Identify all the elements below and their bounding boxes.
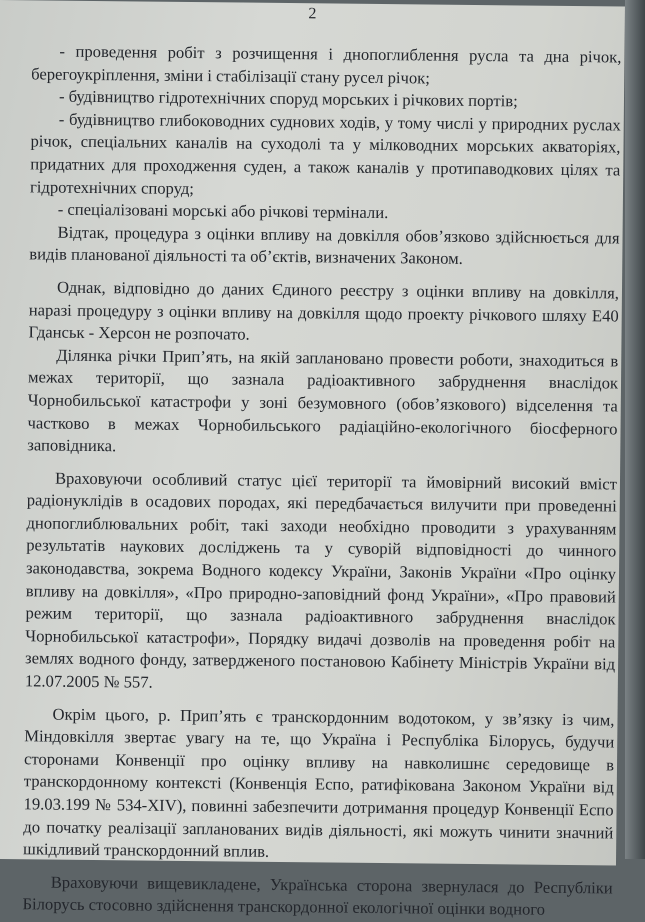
page-number: 2 <box>308 5 317 23</box>
paragraph: Враховуючи особливий статус цієї території та ймовірний високий вміст радіонуклідів в осадових породах, які передбачається вилучити при проведенні днопоглиблювальних робіт, такі заходи необхідно проводити з урахуванням результатів наукових досліджень та у суворій відповідності до чинного законодавства, зокрема Водного кодексу України, Законів України «Про оцінку впливу на довкілля», «Про природно-заповідний фонд України», «Про правовий режим території, що зазнала радіоактивного забруднення внаслідок Чорнобильської катастрофи», Порядку видачі дозволів на проведення робіт на землях водного фонду, затвердженого постановою Кабінету Міністрів України від 12.07.2005 № 557. <box>24 468 618 692</box>
list-item: - спеціалізовані морські або річкові термінали. <box>57 199 389 223</box>
paragraph: Ділянка річки Прип’ять, на якій заплановано провести роботи, знаходиться в межах території, що зазнала радіоактивного забруднення внаслідок Чорнобильської катастрофи у зоні безумовного (обов’язкового) відселення та частково в межах Чорнобильського радіаційно-екологічного біосферного заповідника. <box>27 345 619 456</box>
list-item: - проведення робіт з розчищення і днопоглиблення русла та дна річок, берегоукріплення, зміни і стабілізації стану русел річок; <box>31 41 622 88</box>
paragraph: Однак, відповідно до даних Єдиного реєстру з оцінки впливу на довкілля, наразі процедуру з оцінки впливу на довкілля щодо проекту річкового шляху Е40 Гданськ - Херсон не розпочато. <box>28 277 620 344</box>
document-body <box>22 40 621 922</box>
paragraph: Окрім цього, р. Прип’ять є транскордонним водотоком, у зв’язку із чим, Міндовкілля звертає увагу на те, що Україна і Республіка Білорусь, будучи сторонами Конвенції про оцінку впливу на навколишнє середовище в транскордонному контексті (Конвенція Еспо, ратифікована Законом України від 19.03.199 № 534-XIV), повинні забезпечити дотримання процедур Конвенції Еспо до початку реалізації запланованих видів діяльності, які можуть чинити значний шкідливий транскордонний вплив. <box>23 704 615 862</box>
paragraph: Відтак, процедура з оцінки впливу на довкілля обов’язково здійснюється для видів планованої діяльності та об’єктів, визначених Законом. <box>29 222 620 269</box>
list-item: - будівництво глибоководних суднових ходів, у тому числі у природних руслах річок, спеціальних каналів на суходолі та у мілководних морських акваторіях, придатних для проходження суден, а також каналів у протипаводкових цілях та гідротехнічних споруд; <box>29 109 621 198</box>
paragraph: Враховуючи вищевикладене, Українська сторона звернулася до Республіки Білорусь стосовно здійснення транскордонної екологічної оцінки водного <box>22 872 613 920</box>
list-item: - будівництво гідротехнічних споруд морських і річкових портів; <box>58 86 518 111</box>
background-edge <box>625 0 645 859</box>
